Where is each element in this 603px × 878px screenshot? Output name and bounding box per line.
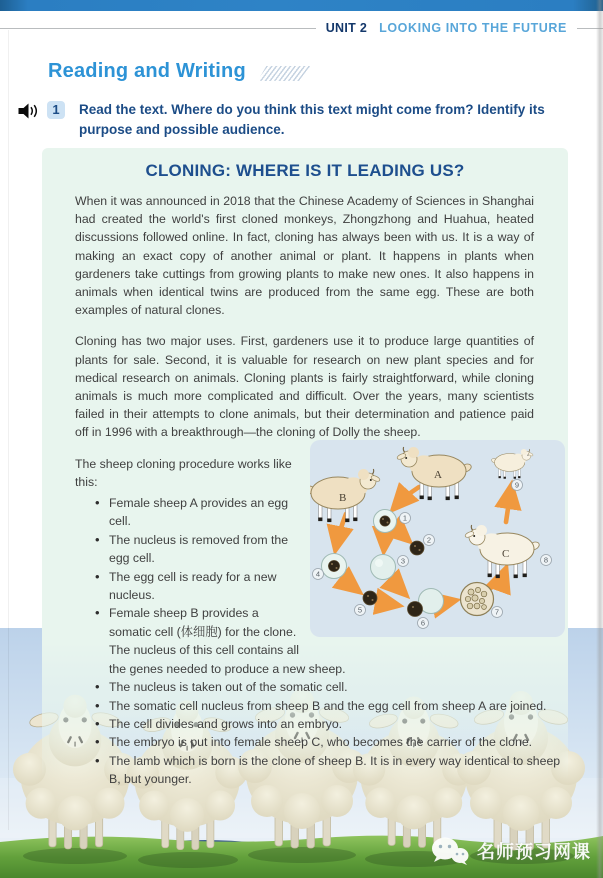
- watermark: [431, 836, 591, 866]
- svg-text:3: 3: [400, 556, 406, 566]
- header-rule-right: [577, 28, 603, 29]
- activity-number-badge: 1: [47, 101, 65, 119]
- svg-text:5: 5: [357, 605, 363, 615]
- procedure-step: • The nucleus is taken out of the somatic cell.: [95, 678, 565, 696]
- svg-text:9: 9: [514, 480, 520, 490]
- procedure-step: • The embryo is put into female sheep C, who becomes the carrier of the clone.: [95, 733, 565, 751]
- page-top-edge: [0, 0, 603, 11]
- audio-speaker-icon: [18, 102, 39, 120]
- procedure-step: • The somatic cell nucleus from sheep B and the egg cell from sheep A are joined.: [95, 697, 565, 715]
- procedure-section: [75, 455, 565, 789]
- procedure-step: • Female sheep B provides a somatic cell (体细胞) for the clone. The nucleus of this cell contains all the genes needed to produce a new sheep.: [95, 604, 565, 678]
- svg-text:A: A: [434, 468, 442, 481]
- article-paragraphs: [42, 192, 568, 442]
- unit-title: LOOKING INTO THE FUTURE: [379, 21, 567, 35]
- section-title: [48, 60, 306, 83]
- svg-text:7: 7: [494, 607, 500, 617]
- svg-text:B: B: [339, 491, 347, 504]
- svg-text:4: 4: [315, 569, 321, 579]
- unit-header: [0, 20, 603, 36]
- hatch-decoration: [258, 66, 311, 81]
- activity-instruction: [18, 100, 578, 141]
- watermark-text: 名师预习网课: [477, 842, 591, 862]
- procedure-step: • Female sheep A provides an egg cell.: [95, 494, 565, 531]
- svg-text:6: 6: [420, 618, 426, 628]
- article-title: CLONING: WHERE IS IT LEADING US?: [145, 161, 465, 180]
- svg-text:2: 2: [426, 535, 432, 545]
- article-paragraph: When it was announced in 2018 that the Chinese Academy of Sciences in Shanghai had created the world's first cloned monkeys, Zhongzhong and Huahua, heated discussions followed online. In fact, cloning has always been with us. It is a way of making an exact copy of another animal or plant. It happens in plants when gardeners take cuttings from growing plants to make new ones. It also happens in animals when identical twins are produced from the same egg. These are both examples of natural clones.: [75, 194, 534, 318]
- procedure-steps: [75, 491, 565, 789]
- svg-text:C: C: [502, 547, 510, 560]
- activity-text: Read the text. Where do you think this text might come from? Identify its purpose and possible audience.: [79, 102, 545, 138]
- procedure-step: • The cell divides and grows into an embryo.: [95, 715, 565, 733]
- article-paragraph: Cloning has two major uses. First, gardeners use it to produce large quantities of plants for sale. Second, it is valuable for research on new plant species and for medical research on animals. Cloning plants is fairly straightforward, while cloning animals is much more complicated and difficult. Over the years, many scientists failed in their attempts to clone animals, but their determination and patience paid off in 1996 with a breakthrough—the cloning of Dolly the sheep.: [75, 334, 534, 440]
- svg-text:1: 1: [402, 513, 408, 523]
- header-rule-left: [0, 28, 316, 29]
- wechat-icon: [431, 836, 469, 866]
- procedure-step: • The egg cell is ready for a new nucleus.: [95, 568, 565, 605]
- reading-article: [42, 148, 568, 799]
- procedure-intro: The sheep cloning procedure works like this:: [75, 456, 292, 489]
- procedure-step: • The nucleus is removed from the egg cell.: [95, 531, 565, 568]
- procedure-step: • The lamb which is born is the clone of sheep B. It is in every way identical to sheep B, but younger.: [95, 752, 565, 789]
- section-title-text: Reading and Writing: [48, 60, 246, 82]
- unit-number: UNIT 2: [325, 21, 368, 35]
- svg-text:8: 8: [543, 555, 549, 565]
